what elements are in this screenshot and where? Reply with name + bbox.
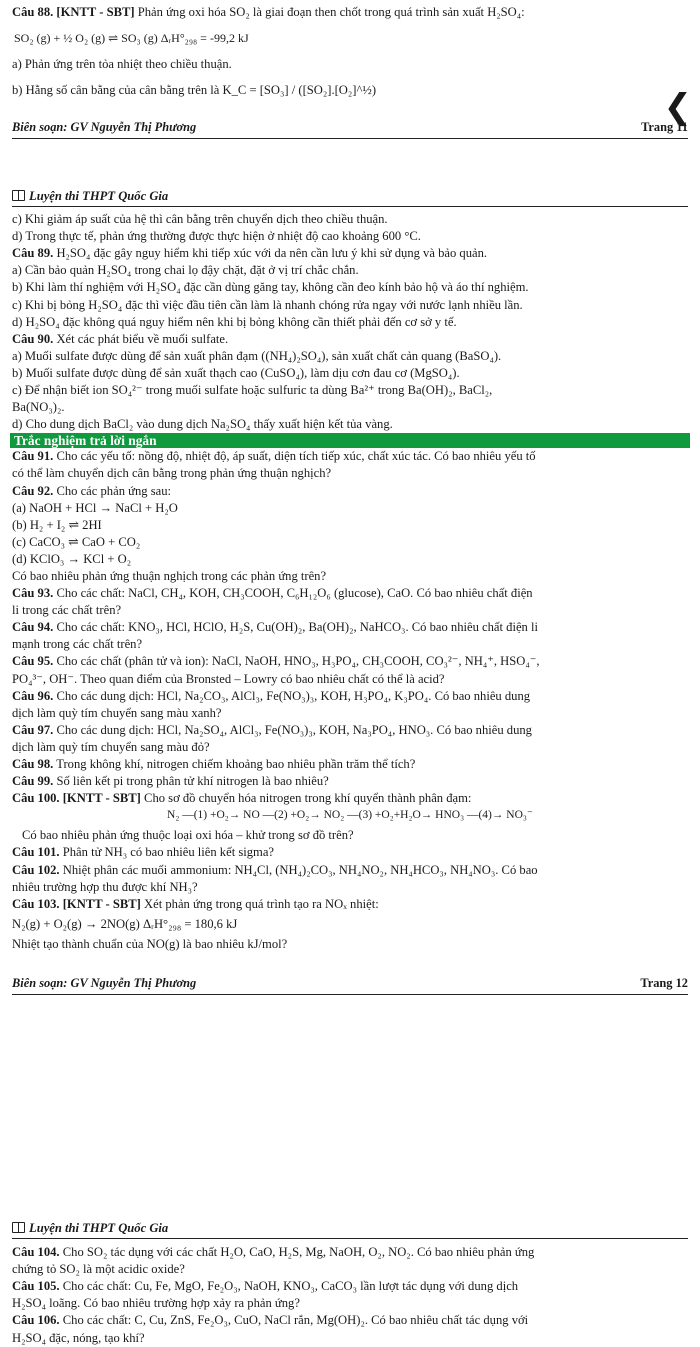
question-90: Câu 90. Xét các phát biểu về muối sulfate. xyxy=(12,331,229,346)
q89-statement-d: d) H₂SO₄ đặc không quá nguy hiểm nên khi bị bỏng không cần thiết phải đến cơ sở y tế. xyxy=(12,314,457,329)
q90-statement-a: a) Muối sulfate được dùng để sản xuất phân đạm ((NH₄)₂SO₄), sản xuất chất cản quang (BaSO₄). xyxy=(12,348,502,363)
q92-reaction-d: (d) KClO₃ → KCl + O₂ xyxy=(12,551,132,566)
q90-statement-b: b) Muối sulfate được dùng để sản xuất thạch cao (CuSO₄), làm dịu cơn đau cơ (MgSO₄). xyxy=(12,365,460,380)
q89-statement-c: c) Khi bị bỏng H₂SO₄ đặc thì việc đầu tiên cần làm là nhanh chóng rửa ngay với nước lạnh nhiều lần. xyxy=(12,297,523,312)
q97-cont: dịch làm quỳ tím chuyển sang màu đỏ? xyxy=(12,739,210,754)
book-icon xyxy=(12,1222,25,1233)
page-header: Luyện thi THPT Quốc Gia xyxy=(12,1220,688,1239)
book-icon xyxy=(12,190,25,201)
q90-statement-c-cont: Ba(NO₃)₂. xyxy=(12,400,65,415)
question-91: Câu 91. Cho các yếu tố: nồng độ, nhiệt độ, áp suất, diện tích tiếp xúc, chất xúc tác. Có bao nhiêu yếu tố xyxy=(12,449,536,464)
q100-question: Có bao nhiêu phản ứng thuộc loại oxi hóa – khử trong sơ đồ trên? xyxy=(22,828,354,843)
q92-reaction-c: (c) CaCO₃ ⇌ CaO + CO₂ xyxy=(12,534,141,549)
q88-text: Phản ứng oxi hóa SO₂ là giai đoạn then chốt trong quá trình sản xuất H₂SO₄: xyxy=(137,5,525,19)
q90-statement-d: d) Cho dung dịch BaCl₂ vào dung dịch Na₂SO₄ thấy xuất hiện kết tủa vàng. xyxy=(12,417,393,432)
q92-reaction-a: (a) NaOH + HCl → NaCl + H₂O xyxy=(12,500,178,515)
question-99: Câu 99. Số liên kết pi trong phân tử khí nitrogen là bao nhiêu? xyxy=(12,774,329,789)
section-title: Trắc nghiệm trả lời ngắn xyxy=(10,433,690,448)
q93-cont: li trong các chất trên? xyxy=(12,603,122,618)
footer-author: Biên soạn: GV Nguyễn Thị Phương xyxy=(12,120,197,135)
q104-cont: chứng tỏ SO₂ là một acidic oxide? xyxy=(12,1262,185,1277)
footer xyxy=(12,119,688,139)
question-101: Câu 101. Phân tử NH₃ có bao nhiêu liên kết sigma? xyxy=(12,845,275,860)
footer-page-number: Trang 11 xyxy=(641,120,688,135)
q102-cont: nhiêu trường hợp thu được khí NH₃? xyxy=(12,879,198,894)
question-102: Câu 102. Nhiệt phân các muối ammonium: NH₄Cl, (NH₄)₂CO₃, NH₄NO₂, NH₄HCO₃, NH₄NO₃. Có bao xyxy=(12,862,538,877)
q88-statement-a: a) Phản ứng trên tỏa nhiệt theo chiều thuận. xyxy=(12,57,232,72)
page-header: Luyện thi THPT Quốc Gia xyxy=(12,188,688,207)
q106-cont: H₂SO₄ đặc, nóng, tạo khí? xyxy=(12,1330,145,1345)
page-13-fragment xyxy=(0,1220,700,1347)
question-95: Câu 95. Cho các chất (phân tử và ion): NaCl, NaOH, HNO₃, H₃PO₄, CH₃COOH, CO₃²⁻, NH₄⁺, HSO₄⁻, xyxy=(12,654,540,669)
question-104: Câu 104. Cho SO₂ tác dụng với các chất H₂O, CaO, H₂S, Mg, NaOH, O₂, NO₂. Có bao nhiêu phản ứng xyxy=(12,1245,535,1260)
question-100: Câu 100. [KNTT - SBT] Cho sơ đồ chuyển hóa nitrogen trong khí quyển thành phân đạm: xyxy=(12,791,472,806)
q88-statement-d: d) Trong thực tế, phản ứng thường được thực hiện ở nhiệt độ cao khoảng 600 °C. xyxy=(12,229,421,244)
question-98: Câu 98. Trong không khí, nitrogen chiếm khoảng bao nhiêu phần trăm thể tích? xyxy=(12,757,416,771)
q92-question: Có bao nhiêu phản ứng thuận nghịch trong các phản ứng trên? xyxy=(12,568,327,583)
q90-statement-c: c) Để nhận biết ion SO₄²⁻ trong muối sulfate hoặc sulfuric ta dùng Ba²⁺ trong Ba(OH)₂, BaCl₂, xyxy=(12,383,493,398)
question-92: Câu 92. Cho các phản ứng sau: xyxy=(12,483,171,498)
q103-equation: N₂(g) + O₂(g) → 2NO(g) ΔᵣH°₂₉₈ = 180,6 kJ xyxy=(12,916,238,931)
q89-statement-a: a) Cần bảo quản H₂SO₄ trong chai lọ đậy chặt, đặt ở vị trí chắc chắn. xyxy=(12,263,359,278)
question-89: Câu 89. H₂SO₄ đặc gây nguy hiểm khi tiếp xúc với da nên cần lưu ý khi sử dụng và bảo quản. xyxy=(12,246,488,261)
question-103: Câu 103. [KNTT - SBT] Xét phản ứng trong quá trình tạo ra NOₓ nhiệt: xyxy=(12,896,379,911)
footer-author: Biên soạn: GV Nguyễn Thị Phương xyxy=(12,976,197,991)
page-11-fragment xyxy=(0,4,700,139)
q89-statement-b: b) Khi làm thí nghiệm với H₂SO₄ đặc cần dùng găng tay, không cần đeo kính bảo hộ và áo thí nghiệm. xyxy=(12,280,529,295)
q88-statement-b: b) Hằng số cân bằng của cân bằng trên là K_C = [SO₃] / ([SO₂].[O₂]^½) xyxy=(12,83,377,98)
question-96: Câu 96. Cho các dung dịch: HCl, Na₂CO₃, AlCl₃, Fe(NO₃)₃, KOH, H₃PO₄, K₃PO₄. Có bao nhiêu dung xyxy=(12,688,531,703)
chevron-left-icon: ❮ xyxy=(663,87,692,127)
q95-cont: PO₄³⁻, OH⁻. Theo quan điểm của Bronsted – Lowry có bao nhiêu chất có thể là acid? xyxy=(12,671,445,686)
question-106: Câu 106. Cho các chất: C, Cu, ZnS, Fe₂O₃, CuO, NaCl rắn, Mg(OH)₂. Có bao nhiêu chất tác dụng với xyxy=(12,1313,529,1328)
footer xyxy=(12,975,688,995)
footer-page-number: Trang 12 xyxy=(640,976,688,991)
question-93: Câu 93. Cho các chất: NaCl, CH₄, KOH, CH₃COOH, C₆H₁₂O₆ (glucose), CaO. Có bao nhiêu chất điện xyxy=(12,586,533,601)
q100-scheme: N₂ —(1) +O₂→ NO —(2) +O₂→ NO₂ —(3) +O₂+H₂O→ HNO₃ —(4)→ NO₃⁻ xyxy=(167,809,533,822)
q88-statement-c: c) Khi giảm áp suất của hệ thì cân bằng trên chuyển dịch theo chiều thuận. xyxy=(12,212,388,227)
q94-cont: mạnh trong các chất trên? xyxy=(12,637,143,652)
question-94: Câu 94. Cho các chất: KNO₃, HCl, HClO, H₂S, Cu(OH)₂, Ba(OH)₂, NaHCO₃. Có bao nhiêu chất điện li xyxy=(12,620,538,635)
q91-cont: có thể làm chuyển dịch cân bằng trong phản ứng thuận nghịch? xyxy=(12,466,332,481)
q96-cont: dịch làm quỳ tím chuyển sang màu xanh? xyxy=(12,705,222,720)
q88-equation: SO₂ (g) + ½ O₂ (g) ⇌ SO₃ (g) ΔᵣH°₂₉₈ = -99,2 kJ xyxy=(14,31,249,46)
q105-cont: H₂SO₄ loãng. Có bao nhiêu trường hợp xảy ra phản ứng? xyxy=(12,1296,300,1311)
question-105: Câu 105. Cho các chất: Cu, Fe, MgO, Fe₂O₃, NaOH, KNO₃, CaCO₃ lần lượt tác dụng với dung dịch xyxy=(12,1279,519,1294)
q92-reaction-b: (b) H₂ + I₂ ⇌ 2HI xyxy=(12,517,102,532)
page-12 xyxy=(0,188,700,995)
question-97: Câu 97. Cho các dung dịch: HCl, Na₂SO₄, AlCl₃, Fe(NO₃)₃, KOH, Na₃PO₄, HNO₃. Có bao nhiêu dung xyxy=(12,722,532,737)
q103-question: Nhiệt tạo thành chuẩn của NO(g) là bao nhiêu kJ/mol? xyxy=(12,936,288,951)
question-88: Câu 88. [KNTT - SBT] Phản ứng oxi hóa SO₂ là giai đoạn then chốt trong quá trình sản xuất H₂SO₄: xyxy=(12,5,525,19)
